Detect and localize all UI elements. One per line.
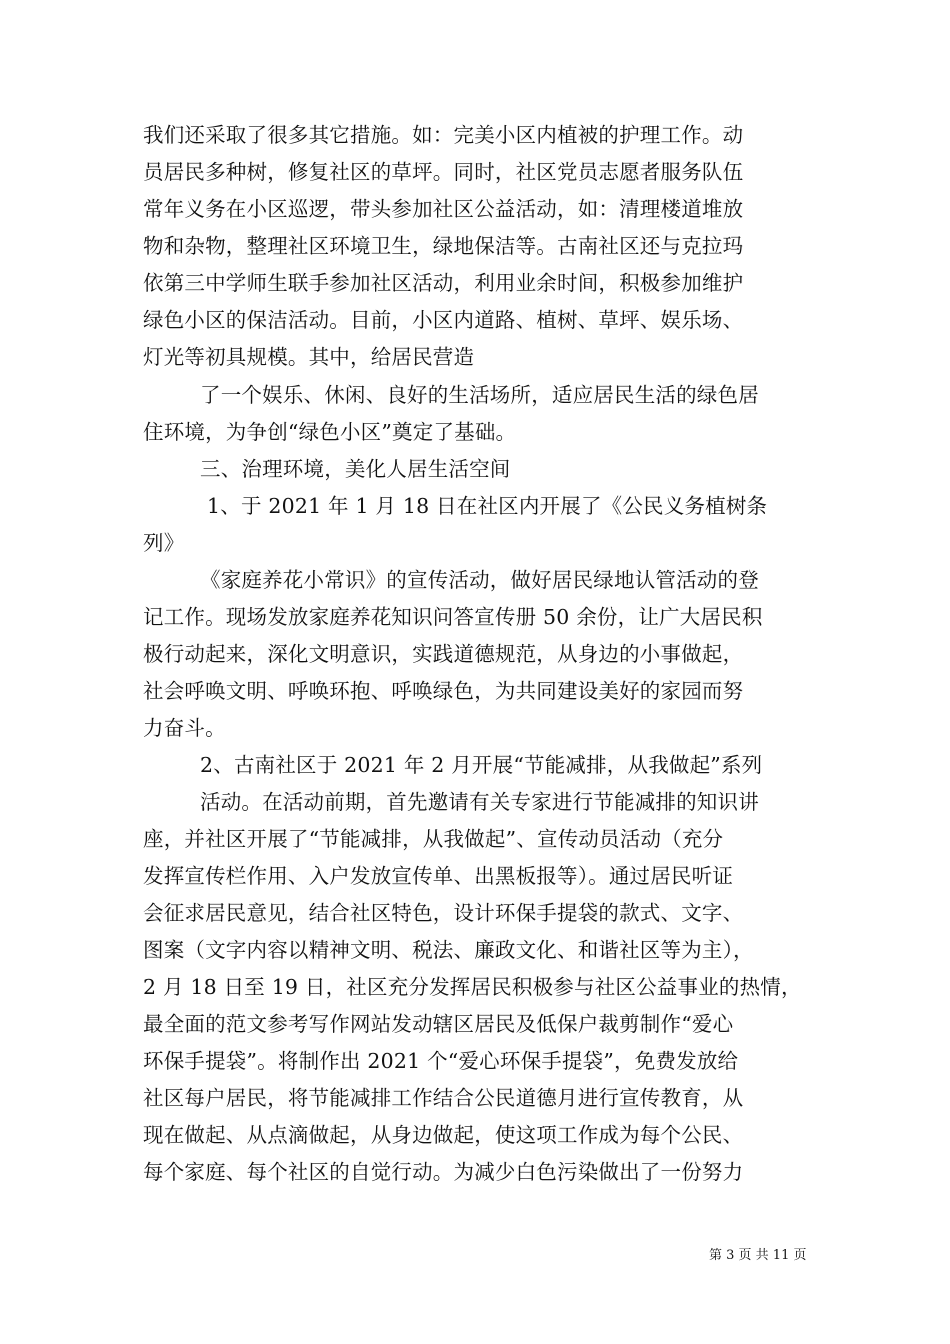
text-line: 环保手提袋”。将制作出 2021 个“爱心环保手提袋”，免费发放给	[143, 1049, 739, 1073]
text-line: 现在做起、从点滴做起，从身边做起，使这项工作成为每个公民、	[143, 1123, 744, 1147]
text-line: 发挥宣传栏作用、入户发放宣传单、出黑板报等）。通过居民听证	[143, 864, 734, 888]
text-line: 员居民多种树，修复社区的草坪。同时，社区党员志愿者服务队伍	[143, 160, 744, 184]
text-line: 座，并社区开展了“节能减排，从我做起”、宣传动员活动（充分	[143, 827, 724, 851]
text-line: 常年义务在小区巡逻，带头参加社区公益活动，如：清理楼道堆放	[143, 197, 744, 221]
text-line: 每个家庭、每个社区的自觉行动。为减少白色污染做出了一份努力	[143, 1160, 744, 1184]
text-line: 住环境，为争创“绿色小区”奠定了基础。	[143, 420, 517, 444]
text-line: 依第三中学师生联手参加社区活动，利用业余时间，积极参加维护	[143, 271, 744, 295]
text-line: 社会呼唤文明、呼唤环抱、呼唤绿色，为共同建设美好的家园而努	[143, 679, 744, 703]
text-line: 了一个娱乐、休闲、良好的生活场所，适应居民生活的绿色居	[200, 383, 759, 407]
text-line: 极行动起来，深化文明意识，实践道德规范，从身边的小事做起，	[143, 642, 744, 666]
text-line: 灯光等初具规模。其中，给居民营造	[143, 345, 475, 369]
text-line: 会征求居民意见，结合社区特色，设计环保手提袋的款式、文字、	[143, 901, 744, 925]
text-line: 最全面的范文参考写作网站发动辖区居民及低保户裁剪制作“爱心	[143, 1012, 734, 1036]
text-line: 1、于 2021 年 1 月 18 日在社区内开展了《公民义务植树条	[207, 494, 768, 518]
text-line: 物和杂物，整理社区环境卫生，绿地保洁等。古南社区还与克拉玛	[143, 234, 744, 258]
text-line: 力奋斗。	[143, 716, 226, 740]
text-line: 2、古南社区于 2021 年 2 月开展“节能减排，从我做起”系列	[200, 753, 763, 777]
text-line: 2 月 18 日至 19 日，社区充分发挥居民积极参与社区公益事业的热情，	[143, 975, 802, 999]
text-line: 社区每户居民，将节能减排工作结合公民道德月进行宣传教育，从	[143, 1086, 744, 1110]
text-line: 活动。在活动前期，首先邀请有关专家进行节能减排的知识讲	[200, 790, 759, 814]
text-line: 《家庭养花小常识》的宣传活动，做好居民绿地认管活动的登	[200, 568, 759, 592]
section-heading: 三、治理环境，美化人居生活空间	[200, 457, 511, 481]
text-line: 我们还采取了很多其它措施。如：完美小区内植被的护理工作。动	[143, 123, 744, 147]
text-line: 记工作。现场发放家庭养花知识问答宣传册 50 余份，让广大居民积	[143, 605, 763, 629]
page-number-footer: 第 3 页 共 11 页	[709, 1248, 807, 1263]
text-line: 列》	[143, 531, 185, 555]
text-line: 绿色小区的保洁活动。目前，小区内道路、植树、草坪、娱乐场、	[143, 308, 744, 332]
text-line: 图案（文字内容以精神文明、税法、廉政文化、和谐社区等为主），	[143, 938, 754, 962]
